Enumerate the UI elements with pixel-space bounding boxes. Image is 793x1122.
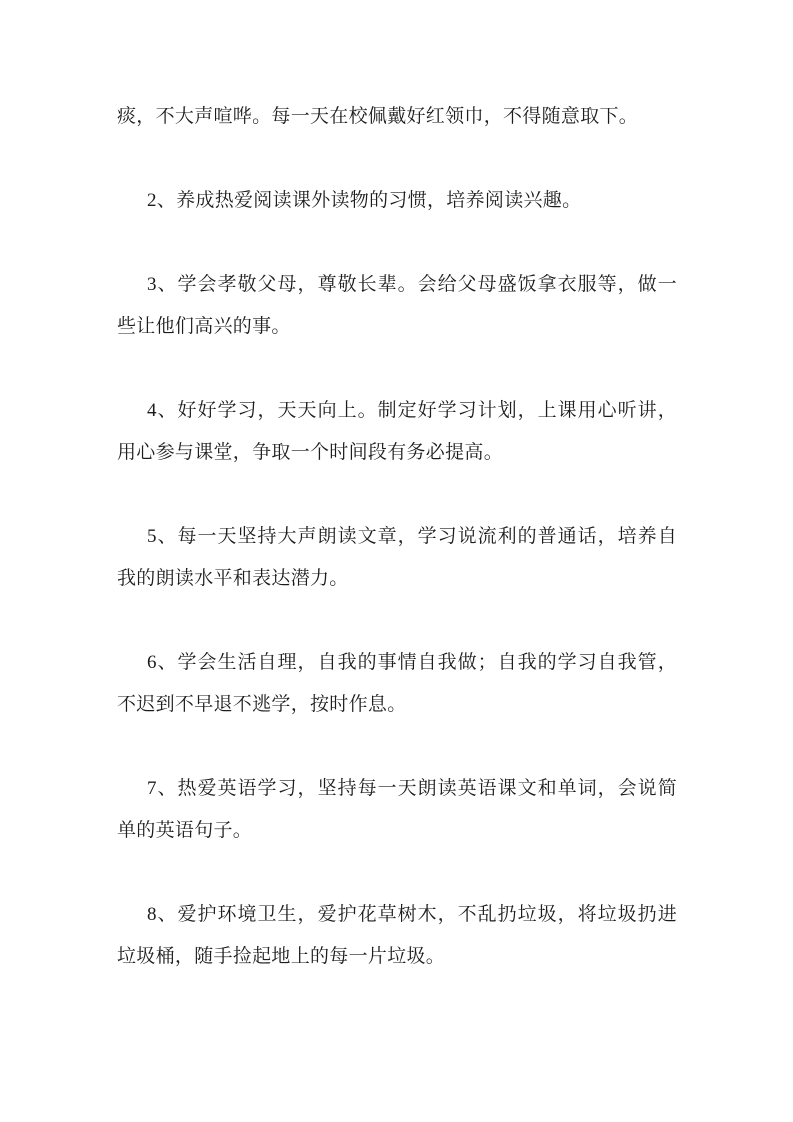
doc-paragraph-item-4: 4、好好学习，天天向上。制定好学习计划，上课用心听讲，用心参与课堂，争取一个时间段有务必提高。	[117, 400, 677, 463]
doc-paragraph-item-2: 2、养成热爱阅读课外读物的习惯，培养阅读兴趣。	[147, 190, 582, 211]
doc-paragraph-continuation: 痰，不大声喧哗。每一天在校佩戴好红领巾，不得随意取下。	[117, 106, 639, 127]
doc-paragraph-item-6: 6、学会生活自理，自我的事情自我做；自我的学习自我管，不迟到不早退不逃学，按时作息。	[117, 652, 677, 715]
doc-paragraph-item-5: 5、每一天坚持大声朗读文章，学习说流利的普通话，培养自我的朗读水平和表达潜力。	[117, 526, 677, 589]
doc-paragraph-item-3: 3、学会孝敬父母，尊敬长辈。会给父母盛饭拿衣服等，做一些让他们高兴的事。	[117, 274, 677, 337]
doc-paragraph-item-8: 8、爱护环境卫生，爱护花草树木，不乱扔垃圾，将垃圾扔进垃圾桶，随手捡起地上的每一片垃圾。	[117, 904, 677, 967]
doc-paragraph-item-7: 7、热爱英语学习，坚持每一天朗读英语课文和单词，会说简单的英语句子。	[117, 778, 677, 841]
